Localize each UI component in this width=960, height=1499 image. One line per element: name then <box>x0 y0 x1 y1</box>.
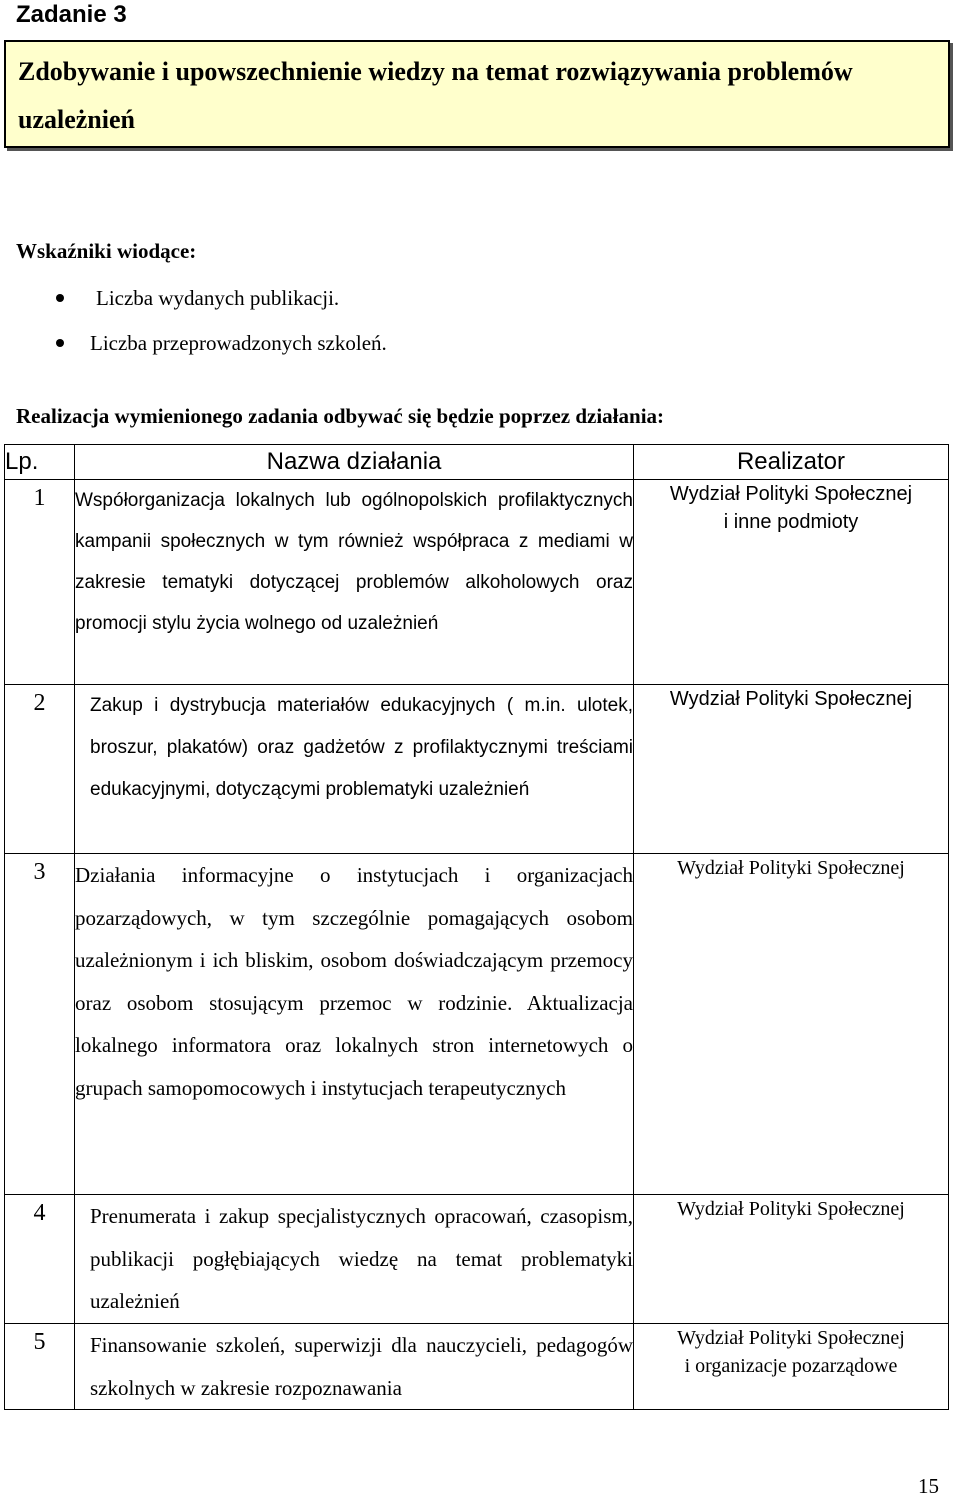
task-title-box <box>4 40 950 148</box>
row-number: 5 <box>5 1324 75 1410</box>
realizer-line: i organizacje pozarządowe <box>684 1355 898 1377</box>
task-title: Zdobywanie i upowszechnienie wiedzy na temat rozwiązywania problemów uzależnień <box>18 57 853 134</box>
bullet-icon <box>56 339 64 347</box>
realizer-line: Wydział Polityki Społecznej <box>669 688 913 710</box>
table-header-row <box>5 445 949 480</box>
row-number: 4 <box>5 1195 75 1324</box>
row-number: 1 <box>5 480 75 685</box>
realizer-line: i inne podmioty <box>723 511 859 533</box>
actions-table <box>4 444 949 1410</box>
realizer-line: Wydział Polityki Społecznej <box>677 1198 905 1220</box>
indicator-text: Liczba przeprowadzonych szkoleń. <box>90 331 387 355</box>
action-name: Współorganizacja lokalnych lub ogólnopolskich profilaktycznych kampanii społecznych w tym również współpraca z mediami w zakresie tematyki dotyczącej problemów alkoholowych oraz promocji stylu życia wolnego od uzależnień <box>75 480 634 685</box>
realizer-line: Wydział Polityki Społecznej <box>677 1327 905 1349</box>
action-name: Prenumerata i zakup specjalistycznych opracowań, czasopism, publikacji pogłębiających wiedzę na temat problematyki uzależnień <box>75 1195 634 1324</box>
bullet-icon <box>56 294 64 302</box>
indicators-title: Wskaźniki wiodące: <box>16 239 197 263</box>
realizer-cell <box>634 480 949 685</box>
realizer-line: Wydział Polityki Społecznej <box>677 857 905 879</box>
realizer-cell <box>634 1324 949 1410</box>
realizer-cell <box>634 854 949 1195</box>
list-item <box>56 328 387 373</box>
table-row <box>5 685 949 854</box>
list-item <box>56 283 387 328</box>
section-heading: Zadanie 3 <box>16 1 127 28</box>
action-name: Działania informacyjne o instytucjach i organizacjach pozarządowych, w tym szczególnie pomagających osobom uzależnionym i ich bliskim, osobom doświadczającym przemocy oraz osobom stosującym przemoc w rodzinie. Aktualizacja lokalnego informatora oraz lokalnych stron internetowych o grupach samopomocowych i instytucjach terapeutycznych <box>75 854 634 1195</box>
row-number: 3 <box>5 854 75 1195</box>
realizer-cell <box>634 685 949 854</box>
table-row <box>5 854 949 1195</box>
header-lp: Lp. <box>5 445 75 480</box>
header-name: Nazwa działania <box>75 445 634 480</box>
indicators-list <box>56 283 387 373</box>
row-number: 2 <box>5 685 75 854</box>
action-name: Zakup i dystrybucja materiałów edukacyjnych ( m.in. ulotek, broszur, plakatów) oraz gadżetów z profilaktycznymi treściami edukacyjnymi, dotyczącymi problematyki uzależnień <box>75 685 634 854</box>
table-row <box>5 480 949 685</box>
page-number: 15 <box>918 1474 939 1498</box>
realizer-cell <box>634 1195 949 1324</box>
table-row <box>5 1324 949 1410</box>
realizer-line: Wydział Polityki Społecznej <box>669 483 913 505</box>
action-name: Finansowanie szkoleń, superwizji dla nauczycieli, pedagogów szkolnych w zakresie rozpoznawania <box>75 1324 634 1410</box>
realization-intro: Realizacja wymienionego zadania odbywać się będzie poprzez działania: <box>16 404 665 428</box>
header-realizer: Realizator <box>634 445 949 480</box>
table-row <box>5 1195 949 1324</box>
indicator-text: Liczba wydanych publikacji. <box>96 286 340 310</box>
